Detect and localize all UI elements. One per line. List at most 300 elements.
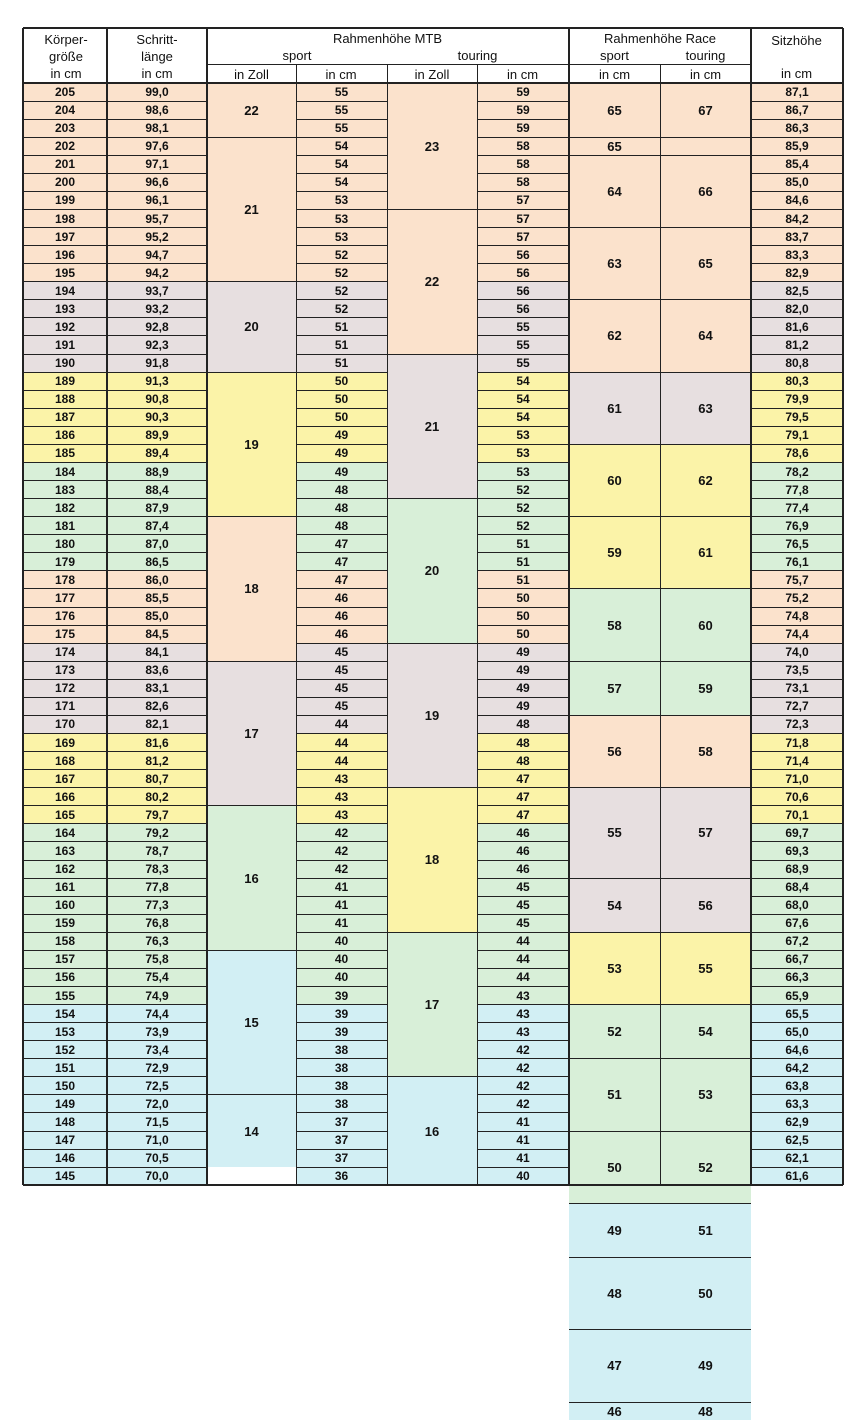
koerper-cell: 147 [23, 1131, 107, 1149]
koerper-cell: 179 [23, 553, 107, 571]
sitz-cell: 80,8 [751, 354, 843, 372]
grid-hline [296, 119, 387, 120]
grid-hline [23, 914, 207, 915]
mtb-touring-cm-cell: 58 [477, 155, 569, 173]
mtb-sport-zoll-cell: 22 [207, 83, 296, 137]
sitz-cell: 79,5 [751, 408, 843, 426]
koerper-header-line2: größe [49, 49, 83, 64]
koerper-cell: 162 [23, 860, 107, 878]
grid-hline [296, 878, 387, 879]
race-touring-cell: 60 [660, 589, 751, 661]
grid-hline [23, 679, 207, 680]
grid-hline [477, 480, 569, 481]
grid-hline [569, 516, 751, 517]
schritt-header-unit: in cm [141, 66, 173, 81]
mtb-sport-cm-cell: 55 [296, 101, 387, 119]
race-sport-cell: 65 [569, 83, 660, 137]
koerper-cell: 187 [23, 408, 107, 426]
grid-hline [23, 805, 207, 806]
grid-hline [751, 101, 843, 102]
race-touring-cell: 57 [660, 788, 751, 878]
grid-hline [477, 516, 569, 517]
schritt-cell: 90,3 [107, 408, 207, 426]
koerper-cell: 181 [23, 517, 107, 535]
grid-hline [751, 354, 843, 355]
mtb-sport-cm-cell: 52 [296, 264, 387, 282]
grid-hline [23, 896, 207, 897]
grid-hline [477, 932, 569, 933]
koerper-cell: 153 [23, 1023, 107, 1041]
schritt-cell: 91,8 [107, 354, 207, 372]
grid-hline [477, 281, 569, 282]
schritt-cell: 70,5 [107, 1149, 207, 1167]
grid-hline [296, 426, 387, 427]
koerper-cell: 188 [23, 390, 107, 408]
grid-hline [569, 444, 751, 445]
grid-hline [23, 27, 843, 29]
grid-hline [751, 697, 843, 698]
schritt-cell: 74,4 [107, 1005, 207, 1023]
grid-hline [23, 119, 207, 120]
koerper-cell: 158 [23, 932, 107, 950]
mtb-sport-cm-cell: 51 [296, 336, 387, 354]
mtb-sport-cm-cell: 46 [296, 589, 387, 607]
mtb-sport-cm-cell: 48 [296, 499, 387, 517]
grid-hline [477, 769, 569, 770]
schritt-cell: 93,2 [107, 300, 207, 318]
schritt-cell: 98,1 [107, 119, 207, 137]
sitz-cell: 81,6 [751, 318, 843, 336]
grid-hline [477, 1167, 569, 1168]
grid-hline [569, 932, 751, 933]
mtb-sport-cm-cell: 42 [296, 824, 387, 842]
grid-hline [296, 932, 387, 933]
mtb-sport-zoll-cell: 20 [207, 282, 296, 372]
mtb-sport-zoll-cell: 21 [207, 137, 296, 282]
sitz-cell: 85,9 [751, 137, 843, 155]
race-sport-cell: 47 [569, 1330, 660, 1402]
grid-hline [23, 625, 207, 626]
grid-hline [387, 1076, 477, 1077]
grid-hline [207, 1094, 296, 1095]
race-sport-cell: 59 [569, 517, 660, 589]
grid-hline [296, 408, 387, 409]
mtb-touring-cm-cell: 59 [477, 83, 569, 101]
grid-hline [296, 607, 387, 608]
sitz-cell: 86,7 [751, 101, 843, 119]
mtb-touring-cm-cell: 41 [477, 1149, 569, 1167]
grid-hline [751, 263, 843, 264]
koerper-cell: 151 [23, 1059, 107, 1077]
grid-hline [477, 1149, 569, 1150]
grid-hline [477, 588, 569, 589]
grid-hline [207, 516, 296, 517]
sitz-cell: 76,9 [751, 517, 843, 535]
sitz-cell: 83,7 [751, 228, 843, 246]
grid-hline [296, 751, 387, 752]
grid-hline [23, 661, 207, 662]
koerper-cell: 196 [23, 246, 107, 264]
grid-hline [477, 1112, 569, 1113]
schritt-cell: 87,9 [107, 499, 207, 517]
grid-hline [751, 191, 843, 192]
mtb-sport-zoll-cell: 15 [207, 950, 296, 1095]
grid-hline [296, 1022, 387, 1023]
grid-hline [23, 1040, 207, 1041]
grid-hline [296, 950, 387, 951]
grid-hline [751, 841, 843, 842]
grid-hline [296, 281, 387, 282]
grid-hline [23, 1149, 207, 1150]
grid-hline [477, 119, 569, 120]
grid-hline [23, 1076, 207, 1077]
mtb-touring-cm-cell: 47 [477, 806, 569, 824]
grid-hline [296, 588, 387, 589]
grid-hline [296, 372, 387, 373]
koerper-cell: 195 [23, 264, 107, 282]
koerper-cell: 178 [23, 571, 107, 589]
koerper-cell: 167 [23, 770, 107, 788]
grid-hline [477, 155, 569, 156]
mtb-touring-cm-cell: 44 [477, 932, 569, 950]
grid-hline [751, 588, 843, 589]
mtb-title: Rahmenhöhe MTB [332, 31, 443, 46]
grid-hline [23, 173, 207, 174]
mtb-sport-zoll-cell: 19 [207, 372, 296, 517]
schritt-cell: 78,7 [107, 842, 207, 860]
grid-hline [23, 462, 207, 463]
grid-hline [296, 299, 387, 300]
mtb-sport-cm-cell: 39 [296, 1005, 387, 1023]
grid-hline [477, 444, 569, 445]
grid-hline [477, 697, 569, 698]
sitz-cell: 77,4 [751, 499, 843, 517]
mtb-touring-cm-cell: 46 [477, 824, 569, 842]
schritt-cell: 96,1 [107, 191, 207, 209]
sitz-cell: 65,5 [751, 1005, 843, 1023]
sitz-cell: 75,7 [751, 571, 843, 589]
grid-hline [296, 354, 387, 355]
koerper-cell: 170 [23, 715, 107, 733]
koerper-cell: 191 [23, 336, 107, 354]
sitz-cell: 66,3 [751, 968, 843, 986]
race-touring-cell: 49 [660, 1330, 751, 1402]
schritt-cell: 96,6 [107, 173, 207, 191]
grid-hline [569, 227, 751, 228]
schritt-cell: 87,0 [107, 535, 207, 553]
koerper-cell: 197 [23, 228, 107, 246]
grid-hline [23, 607, 207, 608]
grid-hline [23, 570, 207, 571]
koerper-cell: 154 [23, 1005, 107, 1023]
mtb-touring-cm-cell: 46 [477, 842, 569, 860]
schritt-cell: 83,6 [107, 661, 207, 679]
grid-hline [296, 534, 387, 535]
grid-hline [296, 480, 387, 481]
schritt-cell: 70,0 [107, 1167, 207, 1185]
grid-hline [23, 932, 207, 933]
grid-hline [569, 1329, 751, 1330]
schritt-cell: 95,7 [107, 209, 207, 227]
koerper-cell: 180 [23, 535, 107, 553]
grid-hline [477, 1040, 569, 1041]
mtb-touring-cm-cell: 56 [477, 264, 569, 282]
race-touring-cell: 67 [660, 83, 751, 137]
mtb-sport-cm-cell: 43 [296, 806, 387, 824]
grid-hline [477, 751, 569, 752]
grid-hline [751, 1004, 843, 1005]
schritt-cell: 77,8 [107, 878, 207, 896]
grid-hline [477, 733, 569, 734]
grid-hline [751, 878, 843, 879]
mtb-sport-cm-cell: 45 [296, 697, 387, 715]
mtb-touring-cm-cell: 55 [477, 318, 569, 336]
mtb-sport-zoll-cell: 14 [207, 1095, 296, 1167]
schritt-cell: 81,6 [107, 734, 207, 752]
schritt-cell: 94,7 [107, 246, 207, 264]
schritt-cell: 85,0 [107, 607, 207, 625]
race-touring-cell: 48 [660, 1402, 751, 1420]
race-sport-cell: 50 [569, 1131, 660, 1203]
mtb-sport-cm-cell: 41 [296, 878, 387, 896]
mtb-touring-cm-cell: 58 [477, 173, 569, 191]
grid-hline [751, 552, 843, 553]
schritt-cell: 71,0 [107, 1131, 207, 1149]
race-sport-cell: 60 [569, 444, 660, 516]
grid-hline [751, 1149, 843, 1150]
grid-hline [296, 137, 387, 138]
grid-hline [296, 390, 387, 391]
mtb-sport-cm-cell: 38 [296, 1059, 387, 1077]
mtb-touring-zoll-cell: 23 [387, 83, 477, 209]
grid-hline [477, 245, 569, 246]
grid-hline [23, 444, 207, 445]
mtb-touring-cm-cell: 58 [477, 137, 569, 155]
race-sport-cell: 62 [569, 300, 660, 372]
schritt-cell: 82,1 [107, 715, 207, 733]
grid-hline [387, 209, 477, 210]
race-sport-cell: 54 [569, 878, 660, 932]
race-touring-cell: 63 [660, 372, 751, 444]
koerper-cell: 202 [23, 137, 107, 155]
grid-hline [23, 1022, 207, 1023]
grid-hline [23, 950, 207, 951]
sitz-cell: 68,9 [751, 860, 843, 878]
mtb-touring-cm-cell: 56 [477, 246, 569, 264]
mtb-touring-cm-cell: 42 [477, 1095, 569, 1113]
mtb-sport-cm-cell: 38 [296, 1041, 387, 1059]
grid-hline [477, 390, 569, 391]
mtb-sport-cm-cell: 47 [296, 535, 387, 553]
grid-hline [477, 878, 569, 879]
grid-hline [387, 932, 477, 933]
grid-hline [23, 552, 207, 553]
sitz-cell: 72,7 [751, 697, 843, 715]
mtb-touring-cm-cell: 44 [477, 968, 569, 986]
grid-hline [751, 281, 843, 282]
koerper-cell: 194 [23, 282, 107, 300]
mtb-touring-cm-cell: 56 [477, 300, 569, 318]
grid-hline [207, 661, 296, 662]
grid-hline [569, 787, 751, 788]
mtb-touring-cm-cell: 51 [477, 553, 569, 571]
grid-hline [23, 1131, 207, 1132]
koerper-cell: 152 [23, 1041, 107, 1059]
schritt-cell: 73,4 [107, 1041, 207, 1059]
mtb-touring-cm-cell: 50 [477, 607, 569, 625]
grid-hline [23, 860, 207, 861]
grid-hline [23, 534, 207, 535]
grid-hline [296, 841, 387, 842]
mtb-touring-cm-cell: 43 [477, 1005, 569, 1023]
race-sport-cell: 51 [569, 1059, 660, 1131]
koerper-cell: 173 [23, 661, 107, 679]
sitz-cell: 63,3 [751, 1095, 843, 1113]
grid-hline [296, 570, 387, 571]
koerper-cell: 186 [23, 426, 107, 444]
grid-hline [477, 173, 569, 174]
koerper-cell: 193 [23, 300, 107, 318]
mtb-touring-zoll-cell: 16 [387, 1077, 477, 1185]
grid-hline [296, 317, 387, 318]
koerper-cell: 169 [23, 734, 107, 752]
mtb-touring-cm-cell: 46 [477, 860, 569, 878]
schritt-cell: 87,4 [107, 517, 207, 535]
grid-hline [296, 227, 387, 228]
grid-hline [751, 317, 843, 318]
grid-hline [23, 155, 207, 156]
koerper-cell: 145 [23, 1167, 107, 1185]
sitz-cell: 79,9 [751, 390, 843, 408]
sitz-cell: 75,2 [751, 589, 843, 607]
sitz-cell: 74,4 [751, 625, 843, 643]
grid-hline [751, 534, 843, 535]
mtb-sport-cm-cell: 37 [296, 1113, 387, 1131]
grid-hline [477, 462, 569, 463]
grid-hline [751, 408, 843, 409]
mtb-touring-cm-cell: 52 [477, 517, 569, 535]
mtb-touring-zoll-cell: 21 [387, 354, 477, 499]
sitz-cell: 78,6 [751, 444, 843, 462]
grid-hline [751, 390, 843, 391]
mtb-sport-cm-cell: 44 [296, 715, 387, 733]
race-touring-cell: 66 [660, 155, 751, 227]
mtb-touring-zoll-cell: 19 [387, 643, 477, 788]
grid-hline [751, 823, 843, 824]
mtb-touring-cm-cell: 57 [477, 228, 569, 246]
race-sport-cell: 53 [569, 932, 660, 1004]
race-sport-cell: 49 [569, 1203, 660, 1257]
grid-hline [751, 787, 843, 788]
grid-hline [23, 1167, 207, 1168]
grid-hline [477, 209, 569, 210]
mtb-sport-cm-cell: 49 [296, 444, 387, 462]
grid-hline [477, 841, 569, 842]
schritt-cell: 90,8 [107, 390, 207, 408]
grid-hline [23, 426, 207, 427]
race-sport-cell: 57 [569, 661, 660, 715]
grid-hline [23, 245, 207, 246]
grid-hline [751, 661, 843, 662]
grid-hline [477, 408, 569, 409]
grid-hline [207, 950, 296, 951]
grid-hline [477, 1022, 569, 1023]
mtb-touring-cm-cell: 43 [477, 1023, 569, 1041]
grid-hline [569, 1131, 751, 1132]
sitz-cell: 79,1 [751, 426, 843, 444]
grid-hline [296, 498, 387, 499]
mtb-touring-cm-cell: 43 [477, 987, 569, 1005]
grid-hline [477, 227, 569, 228]
schritt-cell: 88,4 [107, 481, 207, 499]
schritt-header-line2: länge [141, 49, 173, 64]
grid-hline [751, 643, 843, 644]
mtb-sport-cm-cell: 43 [296, 788, 387, 806]
sitz-cell: 74,8 [751, 607, 843, 625]
koerper-cell: 177 [23, 589, 107, 607]
race-sport-cm-header: in cm [598, 67, 631, 82]
schritt-cell: 76,8 [107, 914, 207, 932]
grid-hline [296, 1131, 387, 1132]
grid-hline [23, 769, 207, 770]
schritt-cell: 91,3 [107, 372, 207, 390]
sitz-cell: 67,6 [751, 914, 843, 932]
schritt-cell: 97,6 [107, 137, 207, 155]
grid-hline [477, 968, 569, 969]
grid-hline [207, 281, 296, 282]
schritt-cell: 73,9 [107, 1023, 207, 1041]
grid-hline [477, 787, 569, 788]
koerper-cell: 200 [23, 173, 107, 191]
mtb-touring-cm-cell: 40 [477, 1167, 569, 1185]
grid-hline [23, 986, 207, 987]
race-touring-cell: 54 [660, 1005, 751, 1059]
grid-hline [751, 1131, 843, 1132]
sitz-cell: 76,5 [751, 535, 843, 553]
mtb-touring-cm-cell: 41 [477, 1131, 569, 1149]
sitz-cell: 83,3 [751, 246, 843, 264]
grid-hline [569, 372, 751, 373]
mtb-touring-zoll-cell: 18 [387, 788, 477, 933]
grid-hline [569, 1257, 751, 1258]
mtb-touring-cm-cell: 50 [477, 589, 569, 607]
mtb-touring-cm-cell: 42 [477, 1041, 569, 1059]
race-touring-cell: 53 [660, 1059, 751, 1131]
sitz-cell: 62,1 [751, 1149, 843, 1167]
grid-hline [23, 787, 207, 788]
race-sport-cell: 48 [569, 1258, 660, 1330]
mtb-sport-zoll-cell: 18 [207, 517, 296, 662]
sitz-cell: 87,1 [751, 83, 843, 101]
sitz-cell: 71,4 [751, 752, 843, 770]
grid-hline [569, 1402, 751, 1403]
schritt-cell: 99,0 [107, 83, 207, 101]
grid-hline [477, 950, 569, 951]
grid-hline [751, 607, 843, 608]
grid-hline [477, 679, 569, 680]
mtb-touring-cm-cell: 49 [477, 643, 569, 661]
mtb-sport-cm-cell: 53 [296, 228, 387, 246]
grid-hline [23, 1058, 207, 1059]
mtb-sport-cm-cell: 45 [296, 643, 387, 661]
grid-hline [23, 227, 207, 228]
grid-hline [296, 444, 387, 445]
koerper-cell: 159 [23, 914, 107, 932]
grid-hline [751, 119, 843, 120]
grid-hline [569, 878, 751, 879]
race-touring-cell: 56 [660, 878, 751, 932]
mtb-touring-cm-cell: 48 [477, 715, 569, 733]
